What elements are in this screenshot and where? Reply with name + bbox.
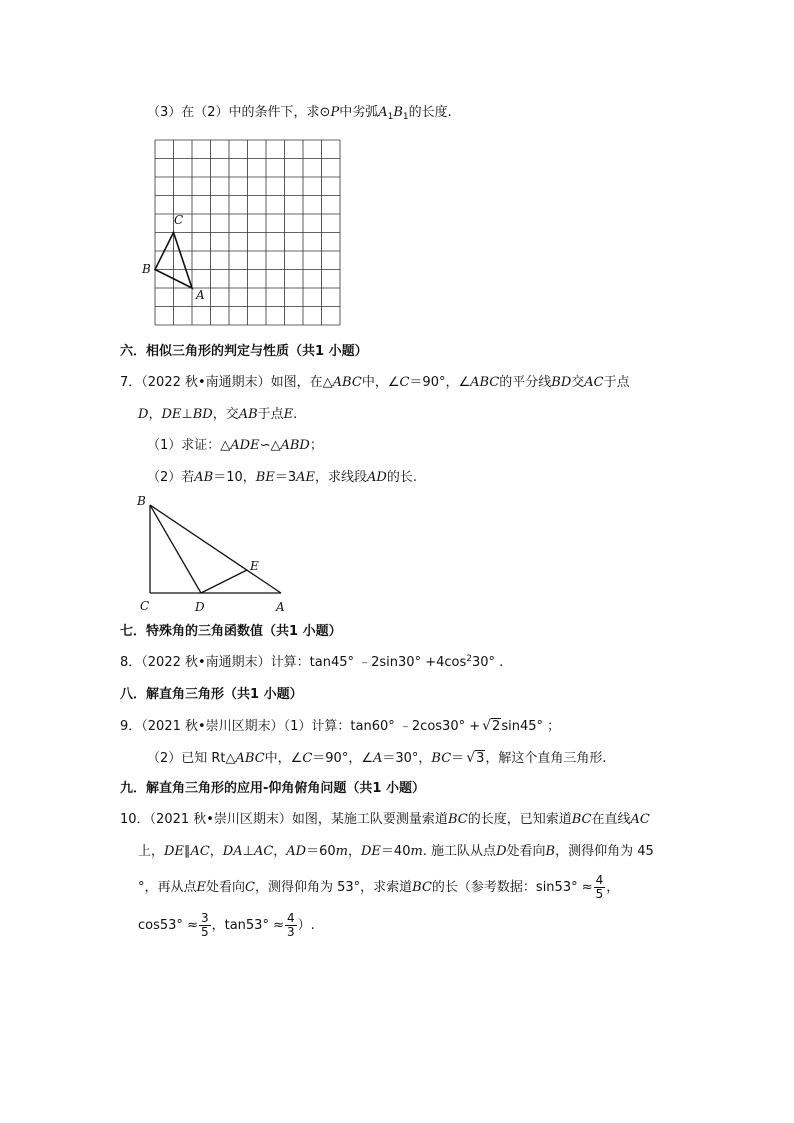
q10-line3: °，再从点E处看向C，测得仰角为 53°，求索道BC的长（参考数据：sin53° ≈ $\frac{4}{5}$ ， — [138, 873, 620, 901]
q10-line1: 10．（2021 秋•崇川区期末）如图，某施工队要测量索道BC的长度，已知索道BC在直线AC — [120, 812, 650, 827]
fraction-4-3: $\frac{4}{3}$ — [287, 911, 295, 939]
section-6-title: 六．相似三角形的判定与性质（共1 小题） — [120, 344, 368, 359]
q10-line4: cos53° ≈ $\frac{3}{5}$ ，tan53° ≈ $\frac{4}{3}$ ）. — [138, 911, 315, 939]
q7-part1: （1）求证：△ADE∽△ABD； — [147, 438, 323, 453]
label-b: B — [142, 262, 151, 276]
segment-bd — [150, 505, 201, 593]
grid-lines — [155, 140, 340, 325]
segment-de — [201, 570, 247, 593]
fraction-4-5: $\frac{4}{5}$ — [595, 873, 604, 901]
fraction-3-5: $\frac{3}{5}$ — [200, 911, 209, 939]
q7-line1: 7．（2022 秋•南通期末）如图，在△ABC中，∠C＝90°，∠ABC的平分线BD交AC于点 — [120, 375, 630, 390]
q10-line2: 上，DE∥AC，DA⊥AC，AD＝60m，DE＝40m. 施工队从点D处看向B，测得仰角为 45 — [138, 844, 654, 859]
label-c: C — [140, 599, 150, 613]
q7-part2: （2）若AB＝10，BE＝3AE，求线段AD的长. — [147, 470, 417, 485]
q6-part3-text: （3）在（2）中的条件下，求⊙P中劣弧$A_1B_1$的长度. — [147, 105, 452, 122]
label-b: B — [137, 494, 146, 508]
label-c: C — [174, 213, 184, 227]
q8-text: 8．（2022 秋•南通期末）计算：tan45° ﹣2sin30° $+4\cos^230^\circ$ . — [120, 654, 504, 670]
triangle-figure — [130, 490, 300, 618]
section-7-title: 七．特殊角的三角函数值（共1 小题） — [120, 624, 342, 639]
q7-line2: D，DE⊥BD，交AB于点E. — [138, 407, 298, 422]
label-d: D — [195, 600, 205, 614]
q9-part1: 9．（2021 秋•崇川区期末）（1）计算：tan60° ﹣2cos30° + √2sin45° ； — [120, 718, 561, 734]
grid-figure — [135, 132, 350, 332]
label-a: A — [276, 600, 285, 614]
sqrt-3: √3 — [466, 750, 485, 766]
section-8-title: 八．解直角三角形（共1 小题） — [120, 687, 303, 702]
sqrt-2: √2 — [482, 718, 501, 734]
q9-part2: （2）已知 Rt△ABC中，∠C＝90°，∠A＝30°，BC＝ √3，解这个直角三角形. — [147, 750, 607, 766]
label-e: E — [250, 559, 259, 573]
label-a: A — [196, 288, 205, 302]
segment-ba — [150, 505, 281, 593]
section-9-title: 九．解直角三角形的应用-仰角俯角问题（共1 小题） — [120, 781, 425, 796]
